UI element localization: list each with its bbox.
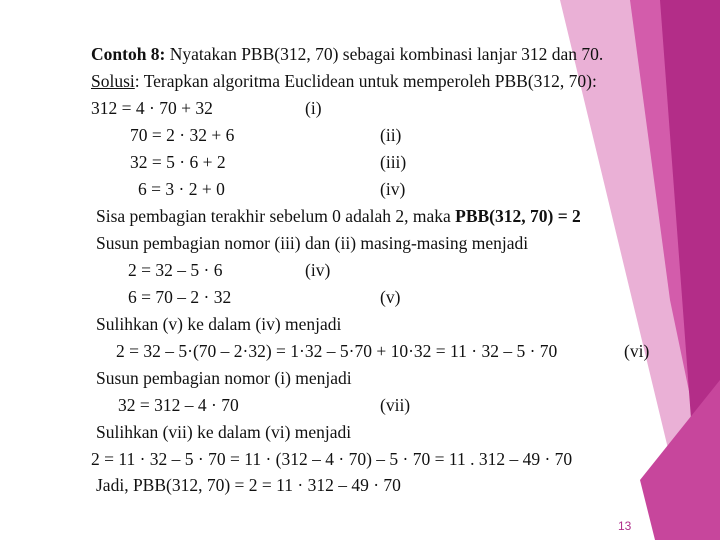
example-label: Contoh 8: (91, 44, 166, 64)
step-tag: (ii) (380, 125, 402, 145)
substitute-equation: 2 = 32 – 5·(70 – 2·32) = 1·32 – 5·70 + 10·32 = 11 · 32 – 5 · 70 (116, 341, 558, 361)
substitute2-instruction: Sulihkan (vii) ke dalam (vi) menjadi (96, 422, 352, 442)
step-equation: 70 = 2 · 32 + 6 (130, 125, 235, 145)
substitute-tag: (vi) (624, 341, 650, 361)
rearranged-tag: (iv) (305, 260, 331, 280)
step-tag: (iii) (380, 152, 407, 172)
rearranged-equation: 2 = 32 – 5 · 6 (128, 260, 223, 280)
rearranged-equation: 6 = 70 – 2 · 32 (128, 287, 232, 307)
remainder-result: PBB(312, 70) = 2 (455, 206, 581, 226)
rearranged2-equation: 32 = 312 – 4 · 70 (118, 395, 239, 415)
step-tag: (iv) (380, 179, 406, 199)
step-equation: 312 = 4 · 70 + 32 (91, 98, 213, 118)
solution-label: Solusi (91, 71, 135, 91)
conclusion: Jadi, PBB(312, 70) = 2 = 11 · 312 – 49 · 70 (96, 475, 401, 495)
rearrange2-instruction: Susun pembagian nomor (i) menjadi (96, 368, 352, 388)
step-tag: (i) (305, 98, 322, 118)
final-equation: 2 = 11 · 32 – 5 · 70 = 11 · (312 – 4 · 70) – 5 · 70 = 11 . 312 – 49 · 70 (91, 449, 573, 469)
step-equation: 6 = 3 · 2 + 0 (138, 179, 225, 199)
remainder-text: Sisa pembagian terakhir sebelum 0 adalah 2, maka (96, 206, 456, 226)
page-number: 13 (618, 519, 632, 533)
rearrange-instruction: Susun pembagian nomor (iii) dan (ii) masing-masing menjadi (96, 233, 529, 253)
example-text: Nyatakan PBB(312, 70) sebagai kombinasi lanjar 312 dan 70. (169, 44, 604, 64)
remainder-line (96, 208, 581, 226)
rearranged-tag: (v) (380, 287, 401, 307)
step-equation: 32 = 5 · 6 + 2 (130, 152, 226, 172)
rearranged2-tag: (vii) (380, 395, 411, 415)
solution-text: : Terapkan algoritma Euclidean untuk memperoleh PBB(312, 70): (134, 71, 597, 91)
substitute-instruction: Sulihkan (v) ke dalam (iv) menjadi (96, 314, 342, 334)
example-line (91, 46, 603, 64)
solution-line (91, 73, 597, 91)
